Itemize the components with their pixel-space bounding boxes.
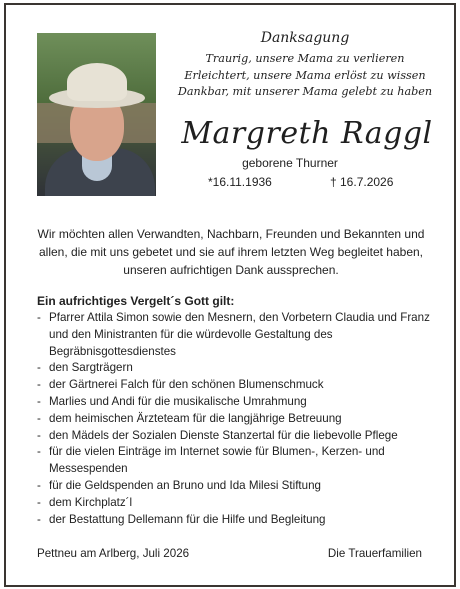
list-item <box>37 377 432 394</box>
signature: Die Trauerfamilien <box>327 547 422 560</box>
list-title: Ein aufrichtiges Vergelt´s Gott gilt: <box>37 294 235 308</box>
thanks-paragraph <box>35 225 427 279</box>
list-item <box>37 394 432 411</box>
poem <box>165 51 445 101</box>
list-bullet: - <box>37 378 41 392</box>
list-bullet: - <box>37 512 41 526</box>
thanks-line: Wir möchten allen Verwandten, Nachbarn, Freunden und Bekannten und <box>37 227 425 241</box>
list-bullet: - <box>37 411 41 425</box>
poem-line: Dankbar, mit unserer Mama gelebt zu haben <box>177 85 433 98</box>
list-item-text: für die vielen Einträge im Internet sowie für Blumen-, Kerzen- und Messespenden <box>49 445 385 476</box>
list-item-text: für die Geldspenden an Bruno und Ida Milesi Stiftung <box>49 478 321 492</box>
list-bullet: - <box>37 495 41 509</box>
list-bullet: - <box>37 361 41 375</box>
portrait-photo <box>37 33 156 196</box>
list-item-text: den Mädels der Sozialen Dienste Stanzertal für die liebevolle Pflege <box>49 428 398 442</box>
photo-hat-top <box>67 63 127 101</box>
list-item-text: der Gärtnerei Falch für den schönen Blumenschmuck <box>49 378 324 392</box>
list-bullet: - <box>37 445 41 459</box>
list-item-text: dem heimischen Ärzteteam für die langjährige Betreuung <box>49 411 342 425</box>
list-item <box>37 428 432 445</box>
list-item <box>37 360 432 377</box>
list-item <box>37 495 432 512</box>
list-item <box>37 411 432 428</box>
list-item-text: der Bestattung Dellemann für die Hilfe und Begleitung <box>49 512 326 526</box>
heading: Danksagung <box>260 30 350 46</box>
list-item <box>37 478 432 495</box>
list-bullet: - <box>37 428 41 442</box>
birth-date: *16.11.1936 <box>208 175 272 189</box>
place-date: Pettneu am Arlberg, Juli 2026 <box>37 547 190 560</box>
list-item <box>37 310 432 360</box>
death-date: † 16.7.2026 <box>330 175 394 189</box>
deceased-name: Margreth Raggl <box>181 116 433 151</box>
list-item-text: den Sargträgern <box>49 361 133 375</box>
thanks-line: allen, die mit uns gebetet und sie auf ihrem letzten Weg begleitet haben, <box>38 245 424 259</box>
maiden-name: geborene Thurner <box>242 156 338 170</box>
poem-line: Traurig, unsere Mama zu verlieren <box>205 52 405 65</box>
thanks-line: unseren aufrichtigen Dank aussprechen. <box>123 263 339 277</box>
list-item-text: Pfarrer Attila Simon sowie den Mesnern, den Vorbetern Claudia und Franz und den Ministranten für die würdevolle Gestaltung des Begräbnisgottesdienstes <box>49 311 430 358</box>
list-item <box>37 444 432 478</box>
poem-line: Erleichtert, unsere Mama erlöst zu wissen <box>184 68 426 82</box>
list-bullet: - <box>37 478 41 492</box>
list-item-text: dem Kirchplatz´l <box>49 495 133 509</box>
thanks-list <box>37 310 432 528</box>
list-bullet: - <box>37 311 41 324</box>
list-item-text: Marlies und Andi für die musikalische Umrahmung <box>49 394 307 408</box>
list-item <box>37 512 432 529</box>
list-bullet: - <box>37 394 41 408</box>
